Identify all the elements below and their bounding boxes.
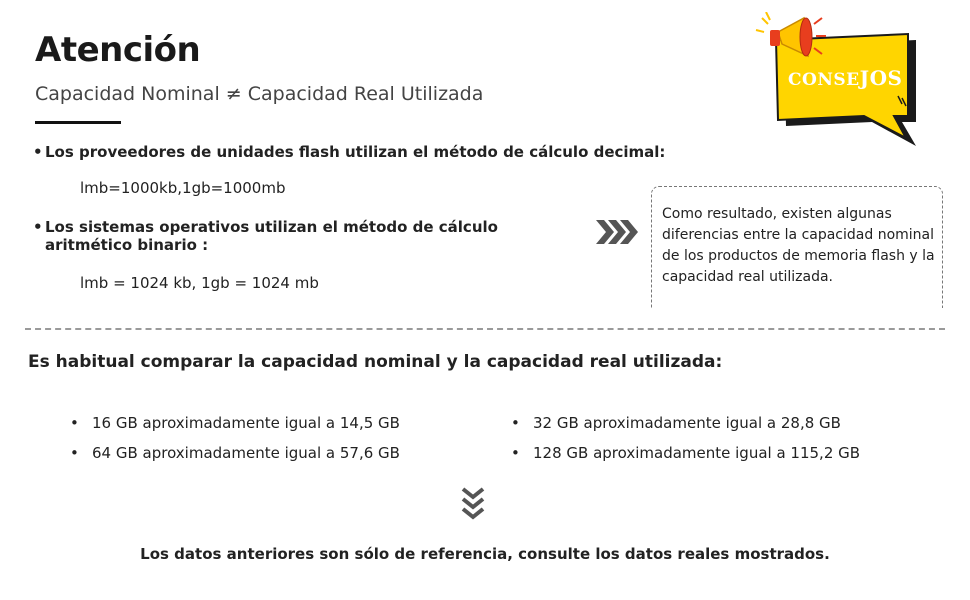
binary-method-text-line2: aritmético binario : (45, 236, 209, 254)
capacity-item: • 64 GB aproximadamente igual a 57,6 GB (70, 444, 400, 462)
badge-label: CONSEJOS (788, 66, 903, 90)
decimal-method-text: Los proveedores de unidades flash utilizan el método de cálculo decimal: (45, 143, 666, 161)
triple-arrow-icon (596, 218, 640, 246)
result-note-text: Como resultado, existen algunas diferencias entre la capacidad nominal de los productos de memoria flash y la capacidad real utilizada. (662, 206, 935, 285)
page-subtitle: Capacidad Nominal ≠ Capacidad Real Utilizada (35, 83, 484, 105)
binary-method-item: • Los sistemas operativos utilizan el método de cálculo aritmético binario : (33, 218, 498, 254)
capacity-item: • 128 GB aproximadamente igual a 115,2 GB (511, 444, 861, 462)
decimal-method-item: • Los proveedores de unidades flash utilizan el método de cálculo decimal: (33, 143, 666, 161)
comparison-heading: Es habitual comparar la capacidad nominal y la capacidad real utilizada: (28, 352, 723, 372)
binary-formula: lmb = 1024 kb, 1gb = 1024 mb (80, 274, 319, 292)
binary-method-text-line1: Los sistemas operativos utilizan el método de cálculo (45, 218, 498, 236)
capacity-item: • 16 GB aproximadamente igual a 14,5 GB (70, 414, 400, 432)
capacity-item: • 32 GB aproximadamente igual a 28,8 GB (511, 414, 841, 432)
title-underline (35, 121, 121, 124)
section-divider (25, 328, 945, 330)
reference-disclaimer: Los datos anteriores son sólo de referencia, consulte los datos reales mostrados. (140, 545, 830, 563)
decimal-formula: lmb=1000kb,1gb=1000mb (80, 179, 286, 197)
page-title: Atención (35, 30, 201, 70)
chevron-down-icon (461, 487, 485, 521)
